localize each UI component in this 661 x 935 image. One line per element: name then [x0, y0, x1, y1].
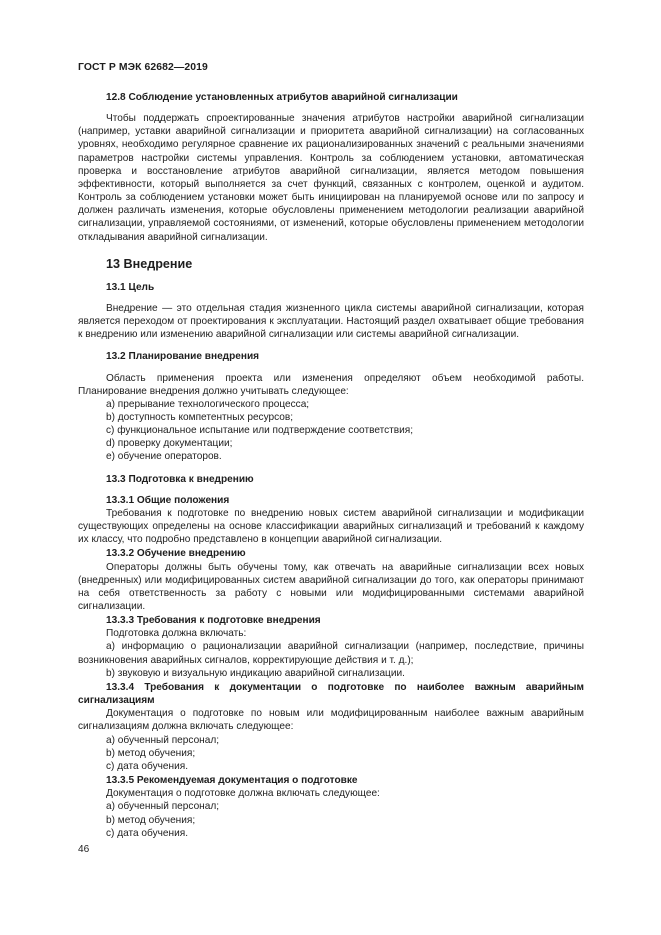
section-13-3-1-paragraph: Требования к подготовке по внедрению новых систем аварийной сигнализации и модификации существующих определены на основе классификации аварийных сигнализаций и требований к каждому их классу, что подробно представлено в концепции аварийной сигнализации. — [78, 507, 584, 546]
list-item: a) информацию о рационализации аварийной сигнализации (например, последствие, причины возникновения аварийных сигналов, корректирующие действия и т. д.); — [78, 641, 584, 666]
list-item: c) функциональное испытание или подтверждение соответствия; — [106, 425, 414, 437]
section-13-3-2-heading: 13.3.2 Обучение внедрению — [106, 548, 246, 560]
section-13-2-heading: 13.2 Планирование внедрения — [106, 351, 260, 363]
list-item: b) метод обучения; — [106, 747, 196, 759]
section-13-3-3-heading: 13.3.3 Требования к подготовке внедрения — [106, 615, 321, 627]
list-item: b) метод обучения; — [106, 814, 196, 826]
section-13-3-5-heading: 13.3.5 Рекомендуемая документация о подготовке — [106, 775, 358, 787]
section-13-3-1-heading: 13.3.1 Общие положения — [106, 494, 230, 506]
section-13-3-2-paragraph: Операторы должны быть обучены тому, как отвечать на аварийные сигнализации всех новых (внедренных) или модифицированных систем аварийной сигнализации до того, как операторы принимают на себя ответственность за работу с новыми или модифицированными системами аварийной сигнализации. — [78, 561, 584, 612]
page-number: 46 — [78, 844, 90, 855]
section-13-3-3-lead: Подготовка должна включать: — [106, 628, 247, 640]
list-item: c) дата обучения. — [106, 760, 188, 772]
list-item: a) обученный персонал; — [106, 801, 220, 813]
section-13-1-paragraph: Внедрение — это отдельная стадия жизненного цикла системы аварийной сигнализации, которая является переходом от проектирования к эксплуатации. Настоящий раздел охватывает общие требования к внедрению или изменению аварийной сигнализации или системы аварийной сигнализации. — [78, 302, 584, 341]
section-13-3-heading: 13.3 Подготовка к внедрению — [106, 473, 254, 485]
section-13-3-4-paragraph: Документация о подготовке по новым или модифицированным наиболее важным аварийным сигнализациям должна включать следующее: — [78, 708, 584, 733]
page-content — [78, 91, 584, 840]
section-12-8-heading: 12.8 Соблюдение установленных атрибутов аварийной сигнализации — [106, 92, 458, 103]
section-13-1-heading: 13.1 Цель — [106, 281, 155, 293]
list-item: b) звуковую и визуальную индикацию аварийной сигнализации. — [106, 667, 405, 679]
section-12-8-paragraph: Чтобы поддержать спроектированные значения атрибутов настройки аварийной сигнализации (например, уставки аварийной сигнализации и приоритета аварийной сигнализации) на согласованных уровнях, необходимо регулярное сравнение их рационализированных значений с реальными значениями параметров настройки системы управления. Контроль за соблюдением установки, автоматическая проверка и восстановление атрибутов аварийной сигнализации, является методом повышения эффективности, который выполняется за счет функций, связанных с контролем, оценкой и аудитом. Контроль за соблюдением установки может быть инициирован на планируемой основе или по запросу и должен различать изменения, которые обусловлены применением методологии реализации аварийной сигнализации, управляемой состояниями, от изменений, которые обусловлены применением методологии откладывания аварийной сигнализации. — [78, 113, 584, 243]
list-item: e) обучение операторов. — [106, 451, 222, 463]
list-item: b) доступность компетентных ресурсов; — [106, 411, 294, 423]
list-item: a) обученный персонал; — [106, 734, 220, 746]
document-header: ГОСТ Р МЭК 62682—2019 — [78, 62, 208, 73]
list-item: d) проверку документации; — [106, 438, 233, 450]
section-13-2-paragraph: Область применения проекта или изменения определяют объем необходимой работы. Планирование внедрения должно учитывать следующее: — [78, 372, 584, 397]
section-13-heading: 13 Внедрение — [106, 256, 193, 271]
section-13-3-5-lead: Документация о подготовке должна включать следующее: — [106, 788, 380, 800]
list-item: c) дата обучения. — [106, 827, 188, 839]
list-item: a) прерывание технологического процесса; — [106, 398, 310, 410]
section-13-3-4-heading: 13.3.4 Требования к документации о подготовке по наиболее важным аварийным сигнализациям — [78, 681, 584, 707]
